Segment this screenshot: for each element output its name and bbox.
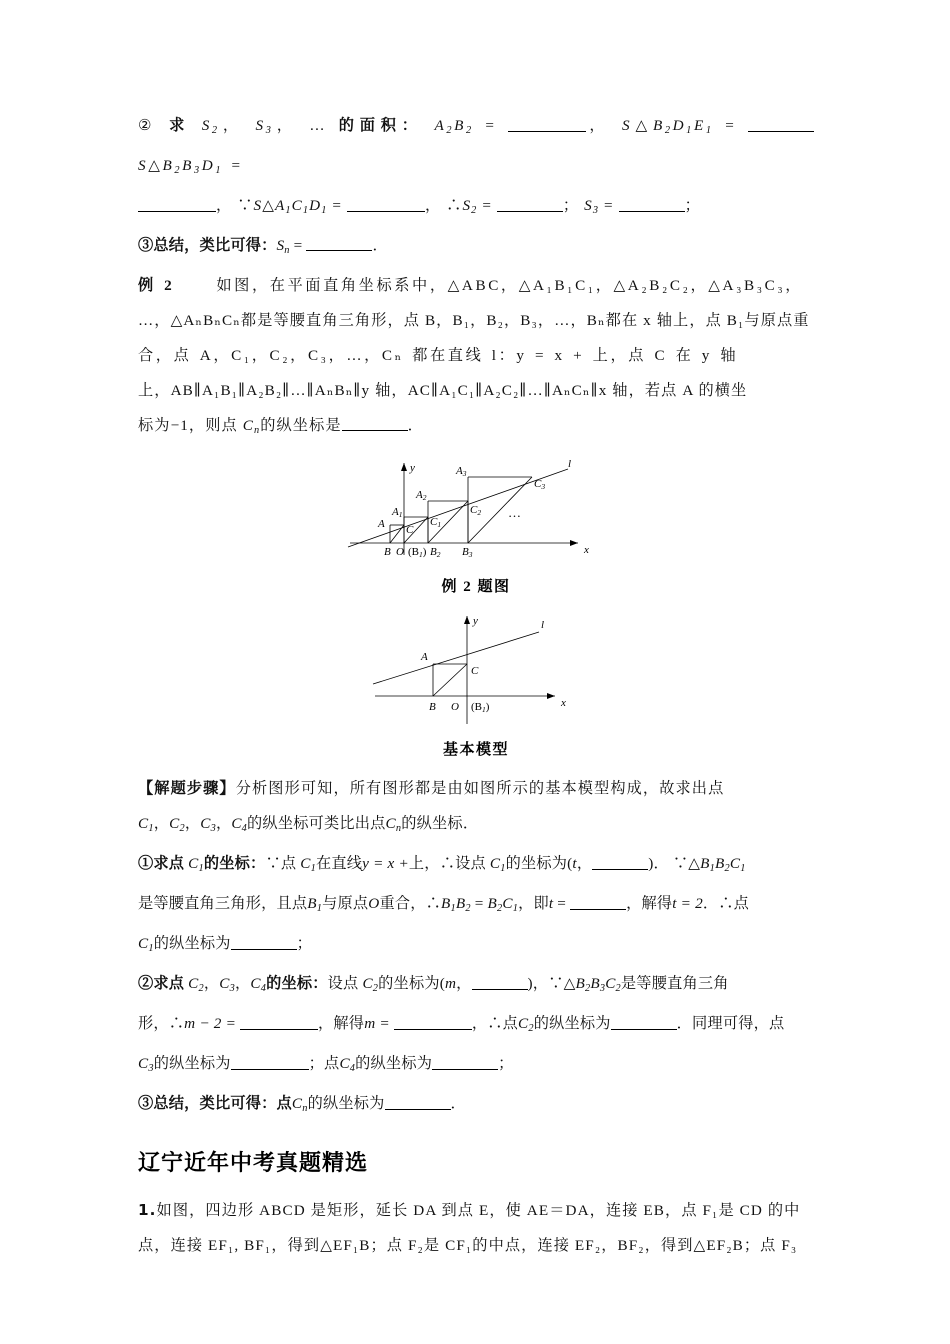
step1-e: 上， (408, 855, 440, 873)
step1-l2-eq2: B (455, 895, 466, 913)
step2-a: 求点 (153, 975, 185, 993)
answer-blank-a1c1d1[interactable] (347, 196, 425, 211)
answer-blank-b2b3d1[interactable] (138, 196, 216, 211)
step1-c1d: C (729, 855, 741, 873)
step1-l3-c1: C (138, 935, 149, 953)
step2-l2-c2-sub: 2 (528, 1022, 534, 1034)
step1-b1-sub: 1 (709, 863, 715, 875)
s2-result-sub: 2 (471, 204, 478, 216)
answer-blank-a2b2[interactable] (508, 116, 586, 131)
c1-ref: C (138, 815, 149, 833)
step1-c1c: C (489, 855, 501, 873)
step2-l2b: ，解得 (318, 1014, 365, 1032)
s3-subscript: 3 (265, 124, 274, 136)
answer-blank-c1-coord[interactable] (592, 855, 648, 870)
answer-blank-c4-ordinate[interactable] (432, 1054, 498, 1069)
step2-b2-sub: 2 (584, 982, 591, 994)
step1-d: 在直线 (315, 855, 363, 873)
period-2: ． (407, 416, 424, 434)
equals-2: = (725, 117, 737, 134)
figure-example2-svg (346, 455, 606, 567)
step2-c2c-sub: 2 (615, 982, 621, 994)
example2-line-3 (138, 338, 814, 373)
b2d1e1-sub1: 2 (664, 124, 673, 136)
step2-l2-eq: m − 2 = (184, 1014, 237, 1032)
answer-blank-s3[interactable] (619, 196, 685, 211)
x-axis-arrow (570, 540, 578, 546)
step2-c2-sub: 2 (198, 982, 204, 994)
step1-l2-t: t (548, 895, 554, 913)
figure1-label-A2: A2 (416, 489, 427, 503)
step2-l3a: 的纵坐标为 (153, 1054, 231, 1072)
step3-end: ． (450, 1094, 466, 1112)
figure2-x-label: x (561, 697, 566, 710)
line-l-2 (373, 632, 539, 684)
figure1-y-label: y (410, 462, 415, 475)
therefore-5: ∴ (168, 1014, 185, 1032)
figure1-label-A1: A1 (392, 506, 403, 520)
answer-blank-sn[interactable] (306, 236, 372, 251)
question1-number: 1. (138, 1200, 157, 1219)
s2-symbol: S (201, 117, 212, 134)
step2-c2c: C (605, 975, 616, 993)
figure1-label-B3: B3 (462, 546, 473, 560)
step2-l3c: 的纵坐标为 (355, 1054, 433, 1072)
step3-cn-sub: n (302, 1102, 308, 1114)
c2-ref-sub: 2 (179, 823, 185, 835)
step2-b3: B (590, 975, 600, 993)
step1-b2-sub: 2 (724, 863, 730, 875)
c4-ref-sub: 4 (241, 823, 248, 835)
s3-symbol: S (255, 117, 266, 134)
figure1-label-B1: (B1) (408, 546, 427, 560)
solution-step2-line1: ②求点 $C_2$，$C_3$，$C_4$的坐标：设点 $C_2$的坐标为(m， )，$\because\triangle B_2B_3C_2$是等腰直角三角 (138, 975, 729, 994)
x-axis-arrow-2 (547, 693, 555, 699)
sn-symbol: S (276, 236, 285, 254)
d-sub-3: 1 (321, 204, 328, 216)
figure1-label-B2: B2 (430, 546, 441, 560)
step1-l2-eq4-sub: 1 (512, 903, 519, 915)
step1-l2-eq2-sub: 2 (465, 903, 471, 915)
step2-c2: C (188, 975, 199, 993)
step1-c1c-sub: 1 (500, 863, 506, 875)
s3-result: S (584, 196, 593, 214)
figure2-label-B1: (B1) (471, 701, 490, 715)
c1-ref-sub: 1 (148, 823, 154, 835)
equals-3: = (231, 156, 243, 174)
step1-c: 点 (280, 855, 297, 873)
equals-1: = (485, 117, 497, 134)
figure1-label-A3: A3 (456, 465, 467, 479)
step2-l2f: ．同理可得，点 (676, 1014, 785, 1032)
d-sub-2: 1 (215, 164, 224, 176)
solution-heading: 【解题步骤】 (138, 780, 236, 798)
step1-l2-b1: B (307, 895, 317, 913)
step2-d: 的坐标为( (378, 975, 445, 993)
step1-h: )． (648, 855, 669, 873)
step2-l3-c4: C (339, 1054, 350, 1072)
step2-tri: △ (563, 975, 576, 993)
d-symbol-2: D (201, 156, 216, 174)
y-axis-arrow (401, 463, 407, 471)
step2-l2-m: m = (364, 1014, 390, 1032)
step1-c1b: C (300, 855, 311, 873)
step1-l2-b1-sub: 1 (316, 903, 323, 915)
d-symbol-3: D (309, 196, 322, 214)
step2-c: 设点 (327, 975, 359, 993)
step1-l2e: ，解得 (626, 895, 673, 913)
answer-blank-t-equation[interactable] (570, 895, 626, 910)
comma-1: ， (219, 117, 244, 134)
equals-6: = (603, 196, 614, 214)
area-a1c1d1: S△A (253, 196, 286, 214)
figure-basic-model-svg (371, 608, 581, 730)
step2-b3-sub: 3 (599, 982, 606, 994)
step2-b2: B (575, 975, 585, 993)
c3-ref: C (200, 815, 211, 833)
c3-ref-sub: 3 (210, 823, 216, 835)
solution-intro-line2: $C_1$，$C_2$，$C_3$，$C_4$的纵坐标可类比出点$C_n$的纵坐标． (138, 815, 479, 835)
comma-4: ， (216, 196, 233, 214)
example2-line-1 (138, 268, 814, 303)
step1-t: t (572, 855, 577, 873)
step2-m: m (444, 975, 457, 993)
answer-blank-m-value[interactable] (394, 1014, 472, 1029)
c2-ref: C (169, 815, 180, 833)
step1-l2-eq3-sub: 2 (497, 903, 503, 915)
paragraph-item-2-cont (138, 188, 814, 228)
section-heading: 辽宁近年中考真题精选 (138, 1150, 369, 1176)
paragraph-item-3 (138, 228, 814, 268)
step1-b2: B (715, 855, 725, 873)
step1-comma: ， (576, 855, 593, 873)
figure1-x-label: x (584, 544, 589, 557)
step1-l2-result: t = 2 (672, 895, 703, 913)
step1-l2d: ，即 (518, 895, 549, 913)
b2-symbol: B (454, 117, 466, 134)
step1-l3-end: ； (296, 935, 313, 953)
step1-l2f: 点 (733, 895, 750, 913)
step2-c2b-sub: 2 (372, 982, 379, 994)
figure2-y-label: y (473, 615, 478, 628)
equals-7: = (293, 236, 303, 254)
because-4: ∵ (548, 975, 564, 993)
step2-l3b: ；点 (308, 1054, 340, 1072)
step2-l2c: ， (471, 1014, 488, 1032)
answer-blank-m-minus-2[interactable] (240, 1014, 318, 1029)
example2-line-2 (138, 303, 814, 338)
figure-basic-model (138, 608, 814, 759)
question1-line1-text: 如图，四边形 ABCD 是矩形，延长 DA 到点 E，使 AE＝DA，连接 EB，点 F₁是 CD 的中 (156, 1201, 801, 1219)
step1-l2-eq1: B (441, 895, 451, 913)
step1-l2a: 是等腰直角三角形，且点 (138, 895, 308, 913)
answer-blank-b2d1e1[interactable] (748, 116, 814, 131)
therefore-1: ∴ (446, 196, 463, 214)
step2-c4-sub: 4 (260, 982, 267, 994)
question1-line2 (138, 1228, 814, 1263)
solution-step2-line3 (138, 1046, 814, 1086)
step3-cn: C (291, 1094, 303, 1112)
example2-line2-text: …，△AₙBₙCₙ都是等腰直角三角形，点 B，B₁，B₂，B₃，…，Bₙ都在 x 轴上，点 B₁与原点重 (138, 311, 810, 329)
item-lead: 求 (169, 117, 191, 134)
c-sub-1: 1 (302, 204, 310, 216)
item-tail: 的面积： (338, 117, 423, 134)
b-sub-2: 3 (194, 164, 202, 176)
area-b2b3d1: S△B (138, 156, 175, 174)
cn-symbol-q: C (242, 416, 254, 434)
step1-g: 的坐标为( (505, 855, 573, 873)
answer-blank-c3-ordinate[interactable] (231, 1054, 309, 1069)
comma-2: ， (273, 117, 298, 134)
example2-line3-text: 合，点 A，C₁，C₂，C₃，…，Cₙ 都在直线 l：y = x + 上，点 C 在 y 轴 (138, 346, 739, 364)
cn-ref: C (385, 815, 396, 833)
solution-intro-tail: 的纵坐标可类比出点 (247, 815, 386, 833)
y-axis-arrow-2 (464, 616, 470, 624)
figure1-caption: 例 2 题图 (441, 579, 511, 596)
a2-symbol: A (434, 117, 447, 134)
step1-tri: △ (688, 855, 701, 873)
example2-line-4 (138, 373, 814, 408)
answer-blank-cn-final[interactable] (385, 1094, 451, 1109)
question1-line2-text: 点，连接 EF₁, BF₁，得到△EF₁B；点 F₂是 CF₁的中点，连接 EF₂，BF₂，得到△EF₂B；点 F₃ (138, 1236, 798, 1254)
s2-result: S (462, 196, 472, 214)
example2-line5-b: 的纵坐标是 (260, 416, 342, 434)
because-2: ∵ (265, 855, 281, 873)
step2-l3-c4-sub: 4 (349, 1062, 356, 1074)
solution-step2-line2 (138, 1006, 814, 1046)
answer-blank-s2[interactable] (497, 196, 563, 211)
example2-label: 例 2 (138, 276, 175, 294)
item3-marker: ③ (138, 236, 154, 254)
step2-c2b: C (362, 975, 373, 993)
figure1-label-O: O (396, 546, 404, 559)
s3-result-sub: 3 (592, 204, 600, 216)
step2-l3-end: ； (498, 1054, 514, 1072)
solution-intro-text: 分析图形可知，所有图形都是由如图所示的基本模型构成，故求出点 (235, 780, 725, 798)
answer-blank-c1-ordinate[interactable] (231, 935, 297, 950)
step1-c1-sub: 1 (198, 863, 204, 875)
example2-line-5 (138, 408, 814, 448)
step2-f: 是等腰直角三角 (620, 975, 729, 993)
figure2-label-B: B (429, 701, 436, 714)
solution-intro-end: 的纵坐标． (401, 815, 479, 833)
figure1-label-C2: C2 (470, 504, 482, 518)
step2-l3-c3: C (138, 1054, 149, 1072)
step1-l2-eq4: C (502, 895, 513, 913)
comma-3: ， (586, 117, 611, 134)
step1-f: 设点 (455, 855, 486, 873)
area-b2d1e1: S△B (622, 117, 665, 134)
solution-step1-line3 (138, 926, 814, 966)
because-1: ∵ (237, 196, 254, 214)
equals-8: = (474, 895, 484, 913)
step1-l2-eq1-sub: 1 (450, 903, 456, 915)
b2b3d1-sub1: 2 (174, 164, 183, 176)
step1-l2-o: O (368, 895, 380, 913)
step2-c4: C (250, 975, 261, 993)
b-symbol-2: B (182, 156, 195, 174)
b2-sub: 2 (465, 124, 474, 136)
step2-marker: ② (138, 975, 154, 993)
step1-c1d-sub: 1 (740, 863, 746, 875)
step2-c3-sub: 3 (229, 982, 235, 994)
answer-blank-cn-ordinate[interactable] (342, 416, 408, 431)
a2-sub: 2 (446, 124, 455, 136)
seg-BC (390, 525, 404, 543)
step1-c1b-sub: 1 (310, 863, 316, 875)
therefore-2: ∴ (439, 855, 456, 873)
therefore-6: ∴ (487, 1014, 503, 1032)
therefore-4: ．∴ (702, 895, 734, 913)
solution-step3 (138, 1086, 814, 1126)
example2-line5-a: 标为−1，则点 (138, 416, 243, 434)
step1-c1: C (188, 855, 199, 873)
seg-BC-2 (433, 664, 467, 696)
step2-l2d: 点 (502, 1014, 518, 1032)
s2-subscript: 2 (211, 124, 220, 136)
d-symbol-1: D (672, 117, 687, 134)
period-1: ． (372, 236, 388, 254)
semicolon-1: ； (562, 196, 580, 214)
step3-a: 总结，类比可得：点 (153, 1094, 292, 1112)
page-content (138, 108, 814, 1263)
step1-b1: B (700, 855, 710, 873)
step2-e: )， (527, 975, 549, 993)
figure2-label-C: C (471, 665, 479, 678)
step3-b: 的纵坐标为 (307, 1094, 385, 1112)
step1-l3-c1-sub: 1 (148, 943, 154, 955)
comma-5: ， (424, 196, 442, 214)
figure2-label-O: O (451, 701, 459, 714)
d-sub-1: 1 (686, 124, 694, 136)
step2-b: 的坐标： (266, 975, 328, 993)
because-3: ∵ (672, 855, 689, 873)
item3-text: 总结，类比可得： (153, 236, 277, 254)
therefore-3: ∴ (425, 895, 442, 913)
figure-example2 (138, 455, 814, 596)
answer-blank-c2-coord[interactable] (472, 974, 528, 989)
step2-l3-c3-sub: 3 (148, 1062, 154, 1074)
cn-ref-sub: n (395, 823, 402, 835)
a1c1d1-sub1: 1 (285, 204, 292, 216)
figure1-label-C3: C3 (534, 478, 546, 492)
paragraph-item-2 (138, 108, 814, 188)
step2-l2-c2: C (518, 1014, 529, 1032)
equals-5: = (482, 196, 492, 214)
figure1-label-C1: C1 (430, 516, 442, 530)
step2-comma: ， (456, 975, 472, 993)
figure1-label-A: A (378, 518, 385, 531)
equals-4: = (332, 196, 343, 214)
figure1-label-C: C (406, 524, 414, 537)
step1-l2b: 与原点 (322, 895, 369, 913)
example2-line1-text: 如图，在平面直角坐标系中，△ABC，△A₁B₁C₁，△A₂B₂C₂，△A₃B₃C₃， (216, 276, 804, 294)
figure1-ellipsis: … (508, 505, 522, 521)
step2-c3: C (219, 975, 230, 993)
solution-step1-line1 (138, 846, 814, 886)
item-marker: ② (138, 117, 158, 134)
question1-line1 (138, 1193, 814, 1228)
cn-sub-q: n (253, 424, 261, 436)
figure2-label-A: A (421, 651, 428, 664)
step1-l2c: 重合， (379, 895, 426, 913)
solution-intro-line1 (138, 771, 814, 806)
semicolon-2: ； (684, 196, 701, 214)
figure1-line-label: l (568, 458, 572, 471)
ellipsis-1: … (309, 117, 328, 134)
solution-step1-line2: 是等腰直角三角形，且点$B_1$与原点O重合，$\therefore B_1B_2 = B_2C_1$，即t = ，解得t = 2．∴点 (138, 895, 750, 915)
c-symbol-1: C (291, 196, 303, 214)
step3-marker: ③ (138, 1094, 154, 1112)
figure1-label-B: B (384, 546, 391, 559)
step1-marker: ① (138, 855, 154, 873)
step1-b: 的坐标： (203, 855, 266, 873)
figure2-caption: 基本模型 (442, 742, 509, 759)
step1-eq: y = x + (362, 855, 409, 873)
step2-l2e: 的纵坐标为 (533, 1014, 611, 1032)
e-sub-1: 1 (705, 124, 714, 136)
sn-sub: n (284, 244, 290, 256)
step1-l3a: 的纵坐标为 (153, 935, 231, 953)
example2-line4-text: 上，AB∥A₁B₁∥A₂B₂∥…∥AₙBₙ∥y 轴，AC∥A₁C₁∥A₂C₂∥…∥AₙCₙ∥x 轴，若点 A 的横坐 (138, 381, 748, 399)
step1-a: 求点 (153, 855, 185, 873)
answer-blank-c2-ordinate[interactable] (611, 1014, 677, 1029)
c4-ref: C (231, 815, 242, 833)
step1-l2-eq3: B (487, 895, 497, 913)
e-symbol-1: E (693, 117, 706, 134)
step2-l2a: 形， (138, 1014, 169, 1032)
figure2-line-label: l (541, 619, 545, 632)
